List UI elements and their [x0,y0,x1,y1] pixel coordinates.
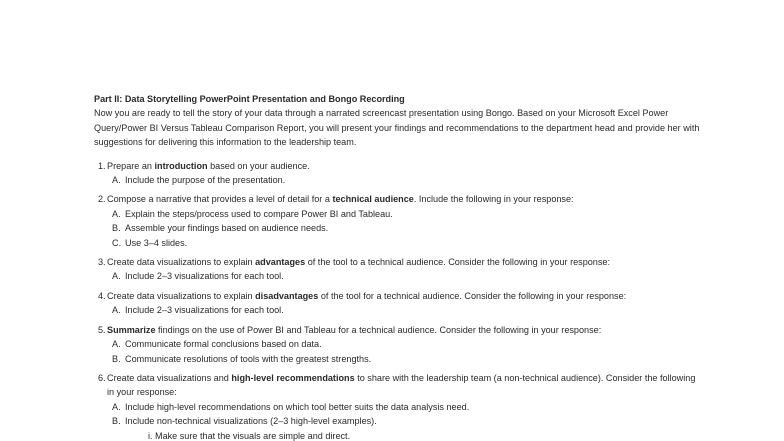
step-3 [94,255,704,284]
sub-letter: A. [112,401,121,412]
sub-text: Use 3–4 slides. [125,237,188,248]
step-number: 4. [98,290,106,301]
sub-list [107,173,704,187]
section-heading: Part II: Data Storytelling PowerPoint Presentation and Bongo Recording [94,94,405,104]
step-5 [94,323,704,366]
sub-list [107,207,704,250]
step-number: 6. [98,372,106,383]
steps-list [94,159,704,441]
step-text-pre: Prepare an [107,160,155,171]
sub-letter: B. [112,223,121,234]
sub-item [107,400,704,414]
sub-item [107,269,704,283]
step-text-post: findings on the use of Power BI and Tableau for a technical audience. Consider the following in your response: [155,324,602,335]
step-number: 1. [98,160,106,171]
subsub-list [125,429,704,441]
step-4 [94,289,704,318]
sub-item [107,414,704,441]
sub-text: Include 2–3 visualizations for each tool. [125,271,284,282]
sub-item [107,207,704,221]
step-keyword: introduction [154,160,208,171]
step-text-pre: Create data visualizations to explain [107,257,256,268]
step-keyword: disadvantages [255,290,319,301]
sub-letter: C. [112,237,122,248]
sub-letter: B. [112,353,121,364]
step-number: 5. [98,324,106,335]
step-2 [94,192,704,250]
step-text-post: of the tool to a technical audience. Consider the following in your response: [305,257,610,268]
step-text-pre: Compose a narrative that provides a level of detail for a [107,194,333,205]
step-text-post: . Include the following in your response: [413,194,574,205]
sub-text: Communicate formal conclusions based on data. [125,339,322,350]
step-text-post: of the tool for a technical audience. Consider the following in your response: [318,290,627,301]
step-keyword: high-level recommendations [231,372,355,383]
sub-letter: A. [112,271,121,282]
sub-item [107,352,704,366]
step-6 [94,371,704,441]
step-keyword: technical audience [332,194,414,205]
subsub-number: i. [148,430,153,441]
sub-text: Include the purpose of the presentation. [125,175,286,186]
sub-letter: A. [112,305,121,316]
sub-text: Include high-level recommendations on which tool better suits the data analysis need. [125,401,470,412]
sub-item [107,337,704,351]
sub-letter: A. [112,208,121,219]
sub-letter: A. [112,175,121,186]
sub-item [107,221,704,235]
step-text-pre: Create data visualizations and [107,372,232,383]
sub-text: Include non-technical visualizations (2–3 high-level examples). [125,416,377,427]
sub-item [107,236,704,250]
sub-letter: A. [112,339,121,350]
sub-list [107,337,704,366]
step-1 [94,159,704,188]
sub-item [107,173,704,187]
step-keyword: Summarize [107,324,156,335]
sub-letter: B. [112,416,121,427]
subsub-item [125,429,704,441]
step-text-post: based on your audience. [207,160,310,171]
sub-text: Explain the steps/process used to compare Power BI and Tableau. [125,208,393,219]
sub-list [107,400,704,441]
intro-paragraph: Now you are ready to tell the story of your data through a narrated screencast presentation using Bongo. Based on your Microsoft Excel Power Query/Power BI Versus Tableau Comparison Report, you will present your findings and recommendations to the department head and provide her with suggestions for delivering this information to the leadership team. [94,108,700,148]
document-content [94,92,704,441]
subsub-text: Make sure that the visuals are simple and direct. [155,430,351,441]
step-text-post: to share with the leadership team (a non-technical audience). Consider the following in your response: [107,372,696,398]
sub-list [107,303,704,317]
sub-text: Communicate resolutions of tools with the greatest strengths. [125,353,372,364]
sub-text: Include 2–3 visualizations for each tool. [125,305,284,316]
step-text-pre: Create data visualizations to explain [107,290,256,301]
step-keyword: advantages [255,257,306,268]
step-number: 2. [98,194,106,205]
step-number: 3. [98,257,106,268]
sub-item [107,303,704,317]
sub-text: Assemble your findings based on audience needs. [125,223,329,234]
sub-list [107,269,704,283]
